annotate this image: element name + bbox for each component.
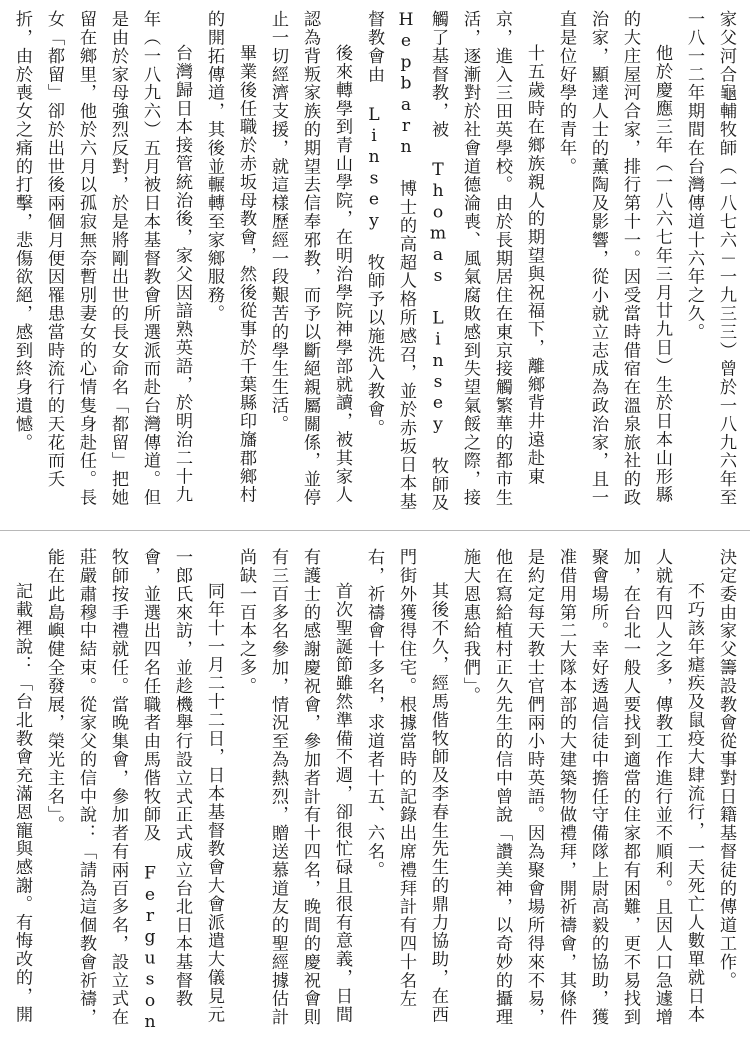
paragraph: 同年十一月二十二日，日本基督教會大會派遣大儀見元一郎氏來訪，並趁機舉行設立式正式成立台北日本基督教會，並選出四名任職者由馬偕牧師及 Ferguson 牧師按手禮就任。當晚集會，參加者有兩百多名，設立式在莊嚴肅穆中結束。從家父的信中說：「請為這個教會祈禱，能在此島嶼健全發展，榮光主名」。 <box>44 548 224 1034</box>
paragraph: 台灣歸日本接管統治後，家父因諳熟英語，於明治二十九年（一八九六）五月被日本基督教會所選派而赴台灣傳道。但是由於家母強烈反對，於是將剛出世的長女命名「都留」把她留在鄉里，他於六月以孤寂無奈暫別妻女的心情隻身赴任。長女「都留」卻於出世後兩個月便因罹患當時流行的天花而夭折，由於喪女之痛的打擊，悲傷欲絕，感到終身遺憾。 <box>12 10 192 507</box>
paragraph: 不巧該年瘧疾及鼠疫大肆流行，一天死亡人數單就日本人就有四人之多，傳教工作進行並不順利。且因人口急遽增加，在台北一般人要找到適當的住家都有困難，更不易找到聚會場所。幸好透過信徒中擔任守備隊上尉高毅的協助，獲准借用第二大隊本部的大建築物做禮拜，開祈禱會，其條件是約定每天教士官們兩小時英語。因為聚會場所得來不易，他在寫給植村正久先生的信中曾說「讚美神，以奇妙的攝理施大恩惠給我們」。 <box>460 548 704 1027</box>
lower-text-block <box>8 548 742 1042</box>
paragraph: 十五歲時在鄉族親人的期望與祝福下，離鄉背井遠赴東京，進入三田英學校。由於長期居住在東京接觸繁華的都市生活，逐漸對於社會道德淪喪、風氣腐敗感到失望氣餒之際，接觸了基督教，被 Thomas Linsey 牧師及 Hepbarn 博士的高超人格所感召，並於赤坂日本基督教會由 Linsey 牧師予以施洗入教會。 <box>364 10 544 512</box>
paragraph: 決定委由家父籌設教會從事對日籍基督徒的傳道工作。 <box>716 548 736 990</box>
paragraph: 家父河合龜輔牧師（一八七六－一九三三）曾於一八九六年至一八一二年期間在台灣傳道十六年之久。 <box>684 10 736 507</box>
paragraph: 記載裡說：「台北教會充滿恩寵與感謝。有悔改的，開 <box>12 582 32 1024</box>
paragraph: 後來轉學到青山學院，在明治學院神學部就讀，被其家人認為背叛家族的期望去信奉邪教，而予以斷絕親屬關係，並停止一切經濟支援，就這樣歷經一段艱苦的學生生活。 <box>268 10 352 507</box>
paragraph: 他於慶應三年（一八六七年三月廿九日）生於日本山形縣的大庄屋河合家，排行第十一。因受當時借宿在溫泉旅社的政治家，顯達人士的薰陶及影響，從小就立志成為政治家，且一直是位好學的青年。 <box>556 10 672 507</box>
paragraph: 首次聖誕節雖然準備不週，卻很忙碌且很有意義，日間有護士的感謝慶祝會，參加者計有十四名，晚間的慶祝會則有三百多名參加，情況至為熱烈，贈送慕道友的聖經據估計尚缺一百本之多。 <box>236 548 352 1027</box>
paragraph: 其後不久，經馬偕牧師及李春生先生的鼎力協助，在西門街外獲得住宅。根據當時的記錄出席禮拜計有四十名左右，祈禱會十多名，求道者十五、六名。 <box>364 548 448 1024</box>
upper-text-block <box>8 10 742 516</box>
section-divider <box>0 530 750 531</box>
paragraph: 畢業後任職於赤坂母教會，然後從事於千葉縣印旛郡鄉村的開拓傳道，其後並輾轉至家鄉服務。 <box>204 10 256 505</box>
